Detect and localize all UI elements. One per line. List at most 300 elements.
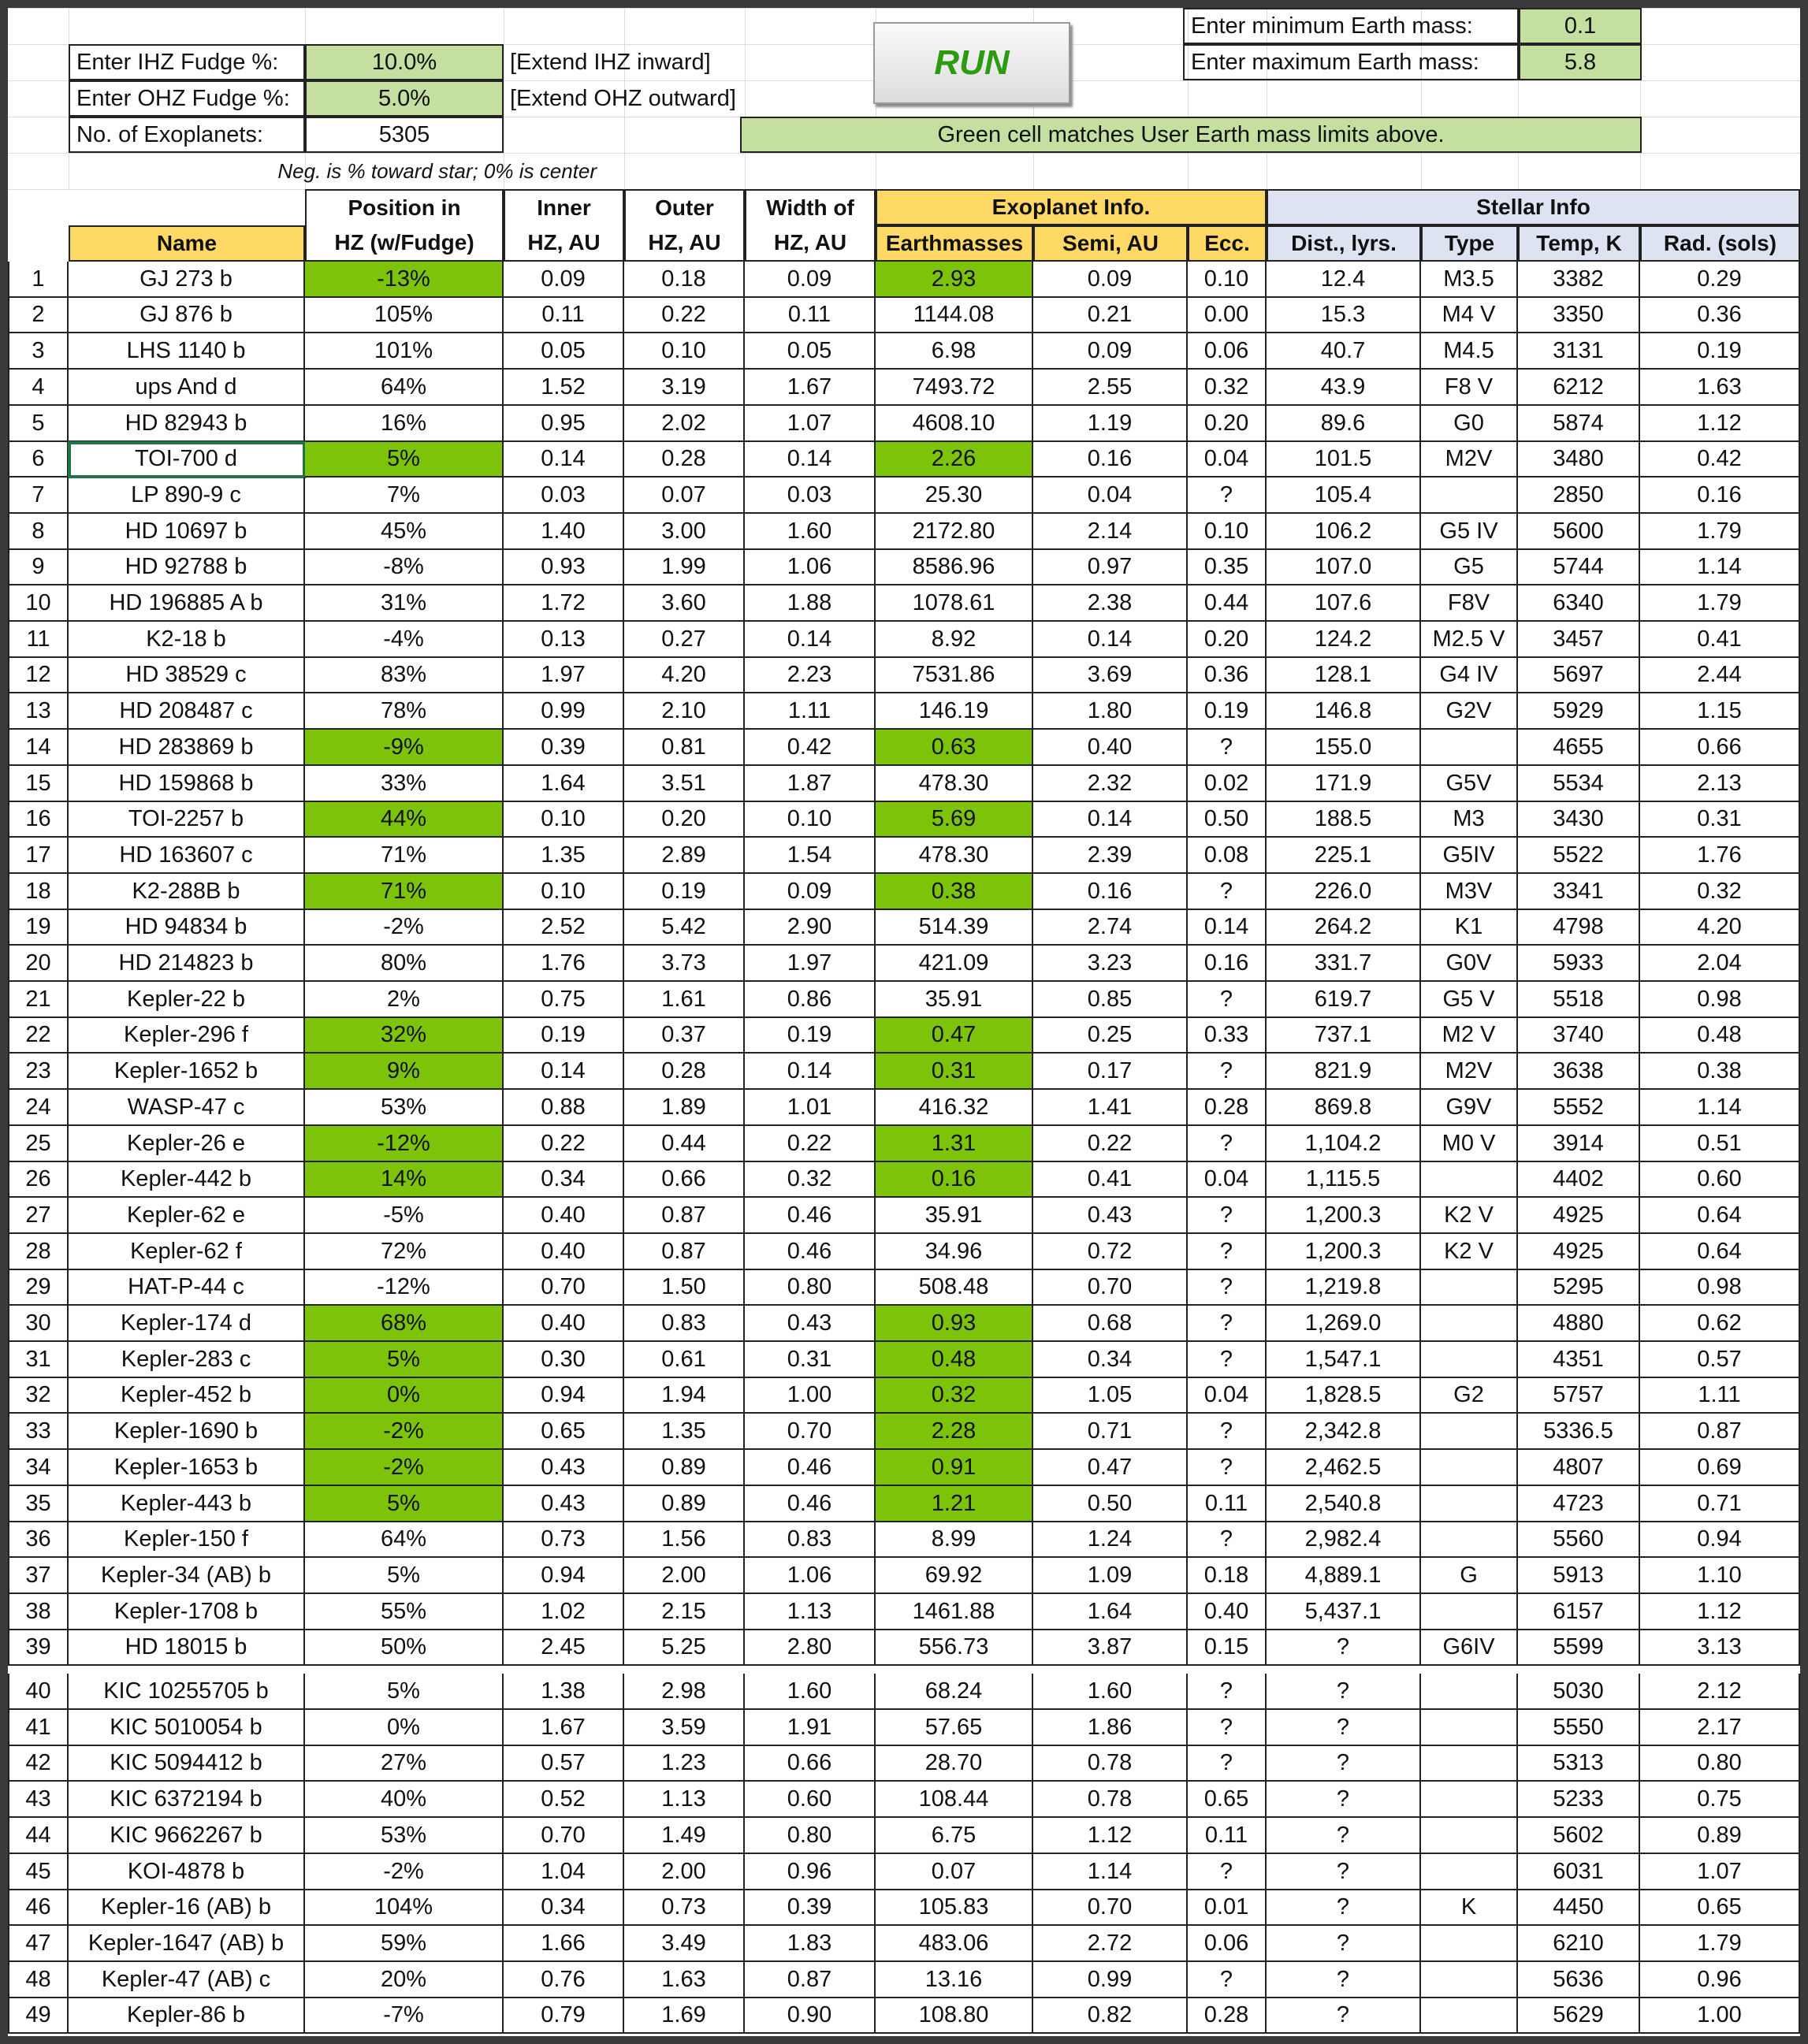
ohz-fudge-input[interactable]: 5.0% — [305, 80, 504, 117]
eccentricity-cell[interactable]: 0.01 — [1188, 1890, 1267, 1926]
row-number-cell[interactable]: 18 — [8, 874, 69, 910]
planet-name-cell[interactable]: HD 214823 b — [69, 946, 305, 982]
row-number-cell[interactable]: 33 — [8, 1414, 69, 1450]
earthmasses-cell[interactable]: 478.30 — [876, 838, 1033, 874]
semi-major-axis-cell[interactable]: 0.16 — [1033, 874, 1188, 910]
header-width-hz[interactable] — [745, 189, 876, 262]
stellar-type-cell[interactable] — [1421, 1962, 1518, 1998]
stellar-type-cell[interactable] — [1421, 1486, 1518, 1522]
semi-major-axis-cell[interactable]: 0.97 — [1033, 550, 1188, 585]
temperature-cell[interactable]: 4351 — [1518, 1342, 1640, 1378]
distance-cell[interactable]: 15.3 — [1267, 298, 1421, 333]
outer-hz-cell[interactable]: 0.20 — [624, 802, 745, 838]
row-number-cell[interactable]: 6 — [8, 442, 69, 478]
semi-major-axis-cell[interactable]: 1.86 — [1033, 1710, 1188, 1746]
outer-hz-cell[interactable]: 0.66 — [624, 1162, 745, 1198]
semi-major-axis-cell[interactable]: 1.19 — [1033, 406, 1188, 442]
hz-width-cell[interactable]: 0.90 — [745, 1998, 876, 2034]
hz-width-cell[interactable]: 0.03 — [745, 478, 876, 514]
inner-hz-cell[interactable]: 0.94 — [504, 1378, 624, 1414]
hz-width-cell[interactable]: 1.97 — [745, 946, 876, 982]
outer-hz-cell[interactable]: 0.73 — [624, 1890, 745, 1926]
planet-name-cell[interactable]: Kepler-34 (AB) b — [69, 1558, 305, 1594]
semi-major-axis-cell[interactable]: 1.12 — [1033, 1818, 1188, 1854]
row-number-cell[interactable]: 37 — [8, 1558, 69, 1594]
planet-name-cell[interactable]: HD 208487 c — [69, 693, 305, 730]
planet-name-cell[interactable]: KIC 10255705 b — [69, 1674, 305, 1710]
distance-cell[interactable]: 124.2 — [1267, 622, 1421, 658]
hz-width-cell[interactable]: 0.46 — [745, 1198, 876, 1234]
earthmasses-cell[interactable]: 146.19 — [876, 693, 1033, 730]
eccentricity-cell[interactable]: 0.20 — [1188, 406, 1267, 442]
stellar-radius-cell[interactable]: 0.41 — [1640, 622, 1800, 658]
hz-width-cell[interactable]: 1.06 — [745, 1558, 876, 1594]
planet-name-cell[interactable]: Kepler-62 e — [69, 1198, 305, 1234]
row-number-cell[interactable]: 14 — [8, 730, 69, 766]
stellar-radius-cell[interactable]: 0.19 — [1640, 333, 1800, 370]
temperature-cell[interactable]: 4880 — [1518, 1306, 1640, 1342]
temperature-cell[interactable]: 5744 — [1518, 550, 1640, 585]
eccentricity-cell[interactable]: 0.14 — [1188, 910, 1267, 946]
temperature-cell[interactable]: 3740 — [1518, 1018, 1640, 1054]
stellar-type-cell[interactable] — [1421, 1854, 1518, 1890]
outer-hz-cell[interactable]: 1.63 — [624, 1962, 745, 1998]
inner-hz-cell[interactable]: 1.04 — [504, 1854, 624, 1890]
inner-hz-cell[interactable]: 0.52 — [504, 1782, 624, 1818]
hz-width-cell[interactable]: 0.32 — [745, 1162, 876, 1198]
outer-hz-cell[interactable]: 1.35 — [624, 1414, 745, 1450]
temperature-cell[interactable]: 5522 — [1518, 838, 1640, 874]
eccentricity-cell[interactable]: 0.44 — [1188, 585, 1267, 622]
hz-width-cell[interactable]: 1.06 — [745, 550, 876, 585]
hz-position-cell[interactable]: 50% — [305, 1630, 504, 1666]
stellar-radius-cell[interactable]: 1.76 — [1640, 838, 1800, 874]
row-number-cell[interactable]: 10 — [8, 585, 69, 622]
outer-hz-cell[interactable]: 1.99 — [624, 550, 745, 585]
planet-name-cell[interactable]: HAT-P-44 c — [69, 1270, 305, 1306]
row-number-cell[interactable]: 41 — [8, 1710, 69, 1746]
semi-major-axis-cell[interactable]: 0.82 — [1033, 1998, 1188, 2034]
eccentricity-cell[interactable]: ? — [1188, 1126, 1267, 1162]
inner-hz-cell[interactable]: 0.40 — [504, 1306, 624, 1342]
distance-cell[interactable]: ? — [1267, 1998, 1421, 2034]
stellar-type-cell[interactable]: M3V — [1421, 874, 1518, 910]
hz-width-cell[interactable]: 0.87 — [745, 1962, 876, 1998]
distance-cell[interactable]: 1,115.5 — [1267, 1162, 1421, 1198]
eccentricity-cell[interactable]: 0.08 — [1188, 838, 1267, 874]
stellar-radius-cell[interactable]: 1.79 — [1640, 585, 1800, 622]
hz-position-cell[interactable]: 5% — [305, 1558, 504, 1594]
distance-cell[interactable]: ? — [1267, 1746, 1421, 1782]
temperature-cell[interactable]: 5600 — [1518, 514, 1640, 550]
hz-position-cell[interactable]: 44% — [305, 802, 504, 838]
planet-name-cell[interactable]: HD 18015 b — [69, 1630, 305, 1666]
semi-major-axis-cell[interactable]: 0.34 — [1033, 1342, 1188, 1378]
hz-position-cell[interactable]: 33% — [305, 766, 504, 802]
outer-hz-cell[interactable]: 0.07 — [624, 478, 745, 514]
stellar-radius-cell[interactable]: 0.94 — [1640, 1522, 1800, 1558]
eccentricity-cell[interactable]: 0.40 — [1188, 1594, 1267, 1630]
distance-cell[interactable]: ? — [1267, 1818, 1421, 1854]
hz-width-cell[interactable]: 1.13 — [745, 1594, 876, 1630]
stellar-type-cell[interactable]: G9V — [1421, 1090, 1518, 1126]
eccentricity-cell[interactable]: 0.10 — [1188, 262, 1267, 298]
distance-cell[interactable]: ? — [1267, 1782, 1421, 1818]
distance-cell[interactable]: 869.8 — [1267, 1090, 1421, 1126]
distance-cell[interactable]: 1,200.3 — [1267, 1198, 1421, 1234]
stellar-radius-cell[interactable]: 0.48 — [1640, 1018, 1800, 1054]
header-name[interactable]: Name — [69, 225, 305, 262]
distance-cell[interactable]: 146.8 — [1267, 693, 1421, 730]
eccentricity-cell[interactable]: ? — [1188, 1306, 1267, 1342]
inner-hz-cell[interactable]: 0.75 — [504, 982, 624, 1018]
earthmasses-cell[interactable]: 8.99 — [876, 1522, 1033, 1558]
inner-hz-cell[interactable]: 1.38 — [504, 1674, 624, 1710]
hz-position-cell[interactable]: 53% — [305, 1818, 504, 1854]
hz-width-cell[interactable]: 0.39 — [745, 1890, 876, 1926]
outer-hz-cell[interactable]: 3.00 — [624, 514, 745, 550]
semi-major-axis-cell[interactable]: 3.87 — [1033, 1630, 1188, 1666]
planet-name-cell[interactable]: KIC 9662267 b — [69, 1818, 305, 1854]
inner-hz-cell[interactable]: 0.03 — [504, 478, 624, 514]
row-number-cell[interactable]: 2 — [8, 298, 69, 333]
inner-hz-cell[interactable]: 0.19 — [504, 1018, 624, 1054]
hz-width-cell[interactable]: 1.11 — [745, 693, 876, 730]
distance-cell[interactable]: 105.4 — [1267, 478, 1421, 514]
inner-hz-cell[interactable]: 0.93 — [504, 550, 624, 585]
inner-hz-cell[interactable]: 0.99 — [504, 693, 624, 730]
eccentricity-cell[interactable]: ? — [1188, 1234, 1267, 1270]
outer-hz-cell[interactable]: 0.44 — [624, 1126, 745, 1162]
row-number-cell[interactable]: 24 — [8, 1090, 69, 1126]
inner-hz-cell[interactable]: 1.52 — [504, 370, 624, 406]
planet-name-cell[interactable]: LP 890-9 c — [69, 478, 305, 514]
row-number-cell[interactable]: 31 — [8, 1342, 69, 1378]
planet-name-cell[interactable]: Kepler-62 f — [69, 1234, 305, 1270]
stellar-type-cell[interactable]: M4.5 — [1421, 333, 1518, 370]
stellar-type-cell[interactable]: G2 — [1421, 1378, 1518, 1414]
row-number-cell[interactable]: 5 — [8, 406, 69, 442]
semi-major-axis-cell[interactable]: 1.64 — [1033, 1594, 1188, 1630]
outer-hz-cell[interactable]: 2.00 — [624, 1558, 745, 1594]
planet-name-cell[interactable]: TOI-700 d — [69, 442, 305, 478]
stellar-type-cell[interactable] — [1421, 1162, 1518, 1198]
stellar-radius-cell[interactable]: 0.98 — [1640, 1270, 1800, 1306]
hz-position-cell[interactable]: -5% — [305, 1198, 504, 1234]
semi-major-axis-cell[interactable]: 0.04 — [1033, 478, 1188, 514]
hz-position-cell[interactable]: 2% — [305, 982, 504, 1018]
inner-hz-cell[interactable]: 1.66 — [504, 1926, 624, 1962]
hz-width-cell[interactable]: 0.60 — [745, 1782, 876, 1818]
row-number-cell[interactable]: 27 — [8, 1198, 69, 1234]
hz-position-cell[interactable]: -2% — [305, 1414, 504, 1450]
hz-position-cell[interactable]: 32% — [305, 1018, 504, 1054]
semi-major-axis-cell[interactable]: 1.14 — [1033, 1854, 1188, 1890]
temperature-cell[interactable]: 5295 — [1518, 1270, 1640, 1306]
eccentricity-cell[interactable]: 0.20 — [1188, 622, 1267, 658]
hz-width-cell[interactable]: 1.83 — [745, 1926, 876, 1962]
stellar-type-cell[interactable]: G6IV — [1421, 1630, 1518, 1666]
eccentricity-cell[interactable]: 0.04 — [1188, 1378, 1267, 1414]
row-number-cell[interactable]: 35 — [8, 1486, 69, 1522]
planet-name-cell[interactable]: Kepler-47 (AB) c — [69, 1962, 305, 1998]
header-ecc[interactable]: Ecc. — [1188, 225, 1267, 262]
eccentricity-cell[interactable]: 0.11 — [1188, 1818, 1267, 1854]
distance-cell[interactable]: 89.6 — [1267, 406, 1421, 442]
row-number-cell[interactable]: 30 — [8, 1306, 69, 1342]
planet-name-cell[interactable]: WASP-47 c — [69, 1090, 305, 1126]
earthmasses-cell[interactable]: 28.70 — [876, 1746, 1033, 1782]
row-number-cell[interactable]: 1 — [8, 262, 69, 298]
planet-name-cell[interactable]: KIC 5094412 b — [69, 1746, 305, 1782]
hz-width-cell[interactable]: 1.91 — [745, 1710, 876, 1746]
planet-name-cell[interactable]: HD 196885 A b — [69, 585, 305, 622]
stellar-radius-cell[interactable]: 1.14 — [1640, 1090, 1800, 1126]
row-number-cell[interactable]: 8 — [8, 514, 69, 550]
stellar-type-cell[interactable]: M3 — [1421, 802, 1518, 838]
earthmasses-cell[interactable]: 0.38 — [876, 874, 1033, 910]
hz-position-cell[interactable]: 5% — [305, 1342, 504, 1378]
temperature-cell[interactable]: 5933 — [1518, 946, 1640, 982]
inner-hz-cell[interactable]: 0.13 — [504, 622, 624, 658]
temperature-cell[interactable]: 6157 — [1518, 1594, 1640, 1630]
planet-name-cell[interactable]: K2-288B b — [69, 874, 305, 910]
semi-major-axis-cell[interactable]: 0.78 — [1033, 1746, 1188, 1782]
distance-cell[interactable]: 2,540.8 — [1267, 1486, 1421, 1522]
stellar-radius-cell[interactable]: 1.15 — [1640, 693, 1800, 730]
earthmasses-cell[interactable]: 0.93 — [876, 1306, 1033, 1342]
stellar-type-cell[interactable] — [1421, 1746, 1518, 1782]
row-number-cell[interactable]: 43 — [8, 1782, 69, 1818]
semi-major-axis-cell[interactable]: 0.16 — [1033, 442, 1188, 478]
hz-width-cell[interactable]: 0.43 — [745, 1306, 876, 1342]
eccentricity-cell[interactable]: ? — [1188, 1054, 1267, 1090]
temperature-cell[interactable]: 5336.5 — [1518, 1414, 1640, 1450]
distance-cell[interactable]: 128.1 — [1267, 658, 1421, 693]
distance-cell[interactable]: 155.0 — [1267, 730, 1421, 766]
stellar-radius-cell[interactable]: 0.32 — [1640, 874, 1800, 910]
outer-hz-cell[interactable]: 1.50 — [624, 1270, 745, 1306]
temperature-cell[interactable]: 5629 — [1518, 1998, 1640, 2034]
row-number-cell[interactable]: 45 — [8, 1854, 69, 1890]
distance-cell[interactable]: 1,547.1 — [1267, 1342, 1421, 1378]
row-number-cell[interactable]: 12 — [8, 658, 69, 693]
semi-major-axis-cell[interactable]: 0.14 — [1033, 802, 1188, 838]
eccentricity-cell[interactable]: ? — [1188, 1198, 1267, 1234]
stellar-type-cell[interactable] — [1421, 1818, 1518, 1854]
hz-width-cell[interactable]: 0.22 — [745, 1126, 876, 1162]
ihz-fudge-input[interactable]: 10.0% — [305, 44, 504, 80]
stellar-radius-cell[interactable]: 0.65 — [1640, 1890, 1800, 1926]
stellar-type-cell[interactable]: G5 — [1421, 550, 1518, 585]
row-number-cell[interactable]: 48 — [8, 1962, 69, 1998]
earthmasses-cell[interactable]: 483.06 — [876, 1926, 1033, 1962]
row-number-cell[interactable]: 29 — [8, 1270, 69, 1306]
earthmasses-cell[interactable]: 108.44 — [876, 1782, 1033, 1818]
distance-cell[interactable]: ? — [1267, 1926, 1421, 1962]
distance-cell[interactable]: 43.9 — [1267, 370, 1421, 406]
inner-hz-cell[interactable]: 0.40 — [504, 1234, 624, 1270]
stellar-type-cell[interactable]: M2V — [1421, 442, 1518, 478]
distance-cell[interactable]: 1,828.5 — [1267, 1378, 1421, 1414]
temperature-cell[interactable]: 5636 — [1518, 1962, 1640, 1998]
eccentricity-cell[interactable]: 0.04 — [1188, 442, 1267, 478]
header-radius[interactable]: Rad. (sols) — [1640, 225, 1800, 262]
stellar-radius-cell[interactable]: 0.96 — [1640, 1962, 1800, 1998]
stellar-radius-cell[interactable]: 0.38 — [1640, 1054, 1800, 1090]
hz-position-cell[interactable]: 71% — [305, 874, 504, 910]
semi-major-axis-cell[interactable]: 0.72 — [1033, 1234, 1188, 1270]
row-number-cell[interactable]: 26 — [8, 1162, 69, 1198]
stellar-type-cell[interactable] — [1421, 730, 1518, 766]
temperature-cell[interactable]: 5599 — [1518, 1630, 1640, 1666]
semi-major-axis-cell[interactable]: 0.71 — [1033, 1414, 1188, 1450]
semi-major-axis-cell[interactable]: 2.14 — [1033, 514, 1188, 550]
semi-major-axis-cell[interactable]: 0.14 — [1033, 622, 1188, 658]
outer-hz-cell[interactable]: 2.89 — [624, 838, 745, 874]
stellar-type-cell[interactable] — [1421, 1710, 1518, 1746]
eccentricity-cell[interactable]: ? — [1188, 1522, 1267, 1558]
hz-position-cell[interactable]: 45% — [305, 514, 504, 550]
hz-position-cell[interactable]: 14% — [305, 1162, 504, 1198]
planet-name-cell[interactable]: Kepler-452 b — [69, 1378, 305, 1414]
semi-major-axis-cell[interactable]: 0.40 — [1033, 730, 1188, 766]
hz-position-cell[interactable]: 40% — [305, 1782, 504, 1818]
temperature-cell[interactable]: 5929 — [1518, 693, 1640, 730]
stellar-radius-cell[interactable]: 1.12 — [1640, 406, 1800, 442]
stellar-type-cell[interactable]: M3.5 — [1421, 262, 1518, 298]
stellar-type-cell[interactable]: F8V — [1421, 585, 1518, 622]
hz-width-cell[interactable]: 2.23 — [745, 658, 876, 693]
header-outer-hz[interactable] — [624, 189, 745, 262]
semi-major-axis-cell[interactable]: 1.41 — [1033, 1090, 1188, 1126]
semi-major-axis-cell[interactable]: 0.70 — [1033, 1890, 1188, 1926]
eccentricity-cell[interactable]: 0.16 — [1188, 946, 1267, 982]
semi-major-axis-cell[interactable]: 0.09 — [1033, 262, 1188, 298]
row-number-cell[interactable]: 11 — [8, 622, 69, 658]
outer-hz-cell[interactable]: 3.60 — [624, 585, 745, 622]
eccentricity-cell[interactable]: ? — [1188, 1342, 1267, 1378]
outer-hz-cell[interactable]: 0.18 — [624, 262, 745, 298]
temperature-cell[interactable]: 5233 — [1518, 1782, 1640, 1818]
semi-major-axis-cell[interactable]: 0.78 — [1033, 1782, 1188, 1818]
inner-hz-cell[interactable]: 1.35 — [504, 838, 624, 874]
outer-hz-cell[interactable]: 1.13 — [624, 1782, 745, 1818]
temperature-cell[interactable]: 3341 — [1518, 874, 1640, 910]
planet-name-cell[interactable]: Kepler-22 b — [69, 982, 305, 1018]
semi-major-axis-cell[interactable]: 2.32 — [1033, 766, 1188, 802]
outer-hz-cell[interactable]: 0.22 — [624, 298, 745, 333]
inner-hz-cell[interactable]: 0.43 — [504, 1450, 624, 1486]
hz-position-cell[interactable]: -8% — [305, 550, 504, 585]
stellar-radius-cell[interactable]: 0.71 — [1640, 1486, 1800, 1522]
hz-position-cell[interactable]: 101% — [305, 333, 504, 370]
inner-hz-cell[interactable]: 0.11 — [504, 298, 624, 333]
earthmasses-cell[interactable]: 34.96 — [876, 1234, 1033, 1270]
temperature-cell[interactable]: 3350 — [1518, 298, 1640, 333]
header-semi-au[interactable]: Semi, AU — [1033, 225, 1188, 262]
temperature-cell[interactable]: 3914 — [1518, 1126, 1640, 1162]
hz-position-cell[interactable]: 80% — [305, 946, 504, 982]
temperature-cell[interactable]: 5697 — [1518, 658, 1640, 693]
header-inner-hz[interactable] — [504, 189, 624, 262]
stellar-type-cell[interactable]: G5 IV — [1421, 514, 1518, 550]
stellar-radius-cell[interactable]: 2.13 — [1640, 766, 1800, 802]
hz-position-cell[interactable]: 64% — [305, 370, 504, 406]
hz-position-cell[interactable]: 72% — [305, 1234, 504, 1270]
earthmasses-cell[interactable]: 0.47 — [876, 1018, 1033, 1054]
hz-width-cell[interactable]: 2.90 — [745, 910, 876, 946]
row-number-cell[interactable]: 16 — [8, 802, 69, 838]
hz-width-cell[interactable]: 0.05 — [745, 333, 876, 370]
earthmasses-cell[interactable]: 8.92 — [876, 622, 1033, 658]
earthmasses-cell[interactable]: 0.07 — [876, 1854, 1033, 1890]
inner-hz-cell[interactable]: 0.88 — [504, 1090, 624, 1126]
row-number-cell[interactable]: 21 — [8, 982, 69, 1018]
distance-cell[interactable]: 737.1 — [1267, 1018, 1421, 1054]
eccentricity-cell[interactable]: 0.04 — [1188, 1162, 1267, 1198]
stellar-type-cell[interactable] — [1421, 1782, 1518, 1818]
stellar-radius-cell[interactable]: 0.80 — [1640, 1746, 1800, 1782]
hz-width-cell[interactable]: 0.46 — [745, 1486, 876, 1522]
inner-hz-cell[interactable]: 1.72 — [504, 585, 624, 622]
semi-major-axis-cell[interactable]: 0.50 — [1033, 1486, 1188, 1522]
earthmasses-cell[interactable]: 0.16 — [876, 1162, 1033, 1198]
hz-position-cell[interactable]: 104% — [305, 1890, 504, 1926]
distance-cell[interactable]: 107.6 — [1267, 585, 1421, 622]
hz-position-cell[interactable]: 55% — [305, 1594, 504, 1630]
distance-cell[interactable]: 619.7 — [1267, 982, 1421, 1018]
inner-hz-cell[interactable]: 1.67 — [504, 1710, 624, 1746]
hz-position-cell[interactable]: 5% — [305, 1486, 504, 1522]
eccentricity-cell[interactable]: 0.32 — [1188, 370, 1267, 406]
distance-cell[interactable]: 40.7 — [1267, 333, 1421, 370]
semi-major-axis-cell[interactable]: 2.74 — [1033, 910, 1188, 946]
hz-width-cell[interactable]: 0.96 — [745, 1854, 876, 1890]
earthmasses-cell[interactable]: 105.83 — [876, 1890, 1033, 1926]
temperature-cell[interactable]: 4655 — [1518, 730, 1640, 766]
stellar-type-cell[interactable] — [1421, 478, 1518, 514]
temperature-cell[interactable]: 3457 — [1518, 622, 1640, 658]
temperature-cell[interactable]: 4450 — [1518, 1890, 1640, 1926]
row-number-cell[interactable]: 42 — [8, 1746, 69, 1782]
inner-hz-cell[interactable]: 2.52 — [504, 910, 624, 946]
stellar-type-cell[interactable]: M4 V — [1421, 298, 1518, 333]
outer-hz-cell[interactable]: 0.28 — [624, 442, 745, 478]
semi-major-axis-cell[interactable]: 0.99 — [1033, 1962, 1188, 1998]
row-number-cell[interactable]: 15 — [8, 766, 69, 802]
planet-name-cell[interactable]: HD 94834 b — [69, 910, 305, 946]
earthmasses-cell[interactable]: 2172.80 — [876, 514, 1033, 550]
hz-width-cell[interactable]: 0.80 — [745, 1818, 876, 1854]
semi-major-axis-cell[interactable]: 0.70 — [1033, 1270, 1188, 1306]
earthmasses-cell[interactable]: 421.09 — [876, 946, 1033, 982]
planet-name-cell[interactable]: Kepler-1652 b — [69, 1054, 305, 1090]
stellar-type-cell[interactable] — [1421, 1522, 1518, 1558]
temperature-cell[interactable]: 5602 — [1518, 1818, 1640, 1854]
hz-width-cell[interactable]: 1.00 — [745, 1378, 876, 1414]
planet-name-cell[interactable]: Kepler-443 b — [69, 1486, 305, 1522]
distance-cell[interactable]: ? — [1267, 1890, 1421, 1926]
earthmasses-cell[interactable]: 478.30 — [876, 766, 1033, 802]
inner-hz-cell[interactable]: 0.57 — [504, 1746, 624, 1782]
hz-position-cell[interactable]: -12% — [305, 1126, 504, 1162]
planet-name-cell[interactable]: Kepler-1708 b — [69, 1594, 305, 1630]
semi-major-axis-cell[interactable]: 2.72 — [1033, 1926, 1188, 1962]
planet-name-cell[interactable]: HD 159868 b — [69, 766, 305, 802]
hz-width-cell[interactable]: 1.07 — [745, 406, 876, 442]
stellar-type-cell[interactable]: K — [1421, 1890, 1518, 1926]
